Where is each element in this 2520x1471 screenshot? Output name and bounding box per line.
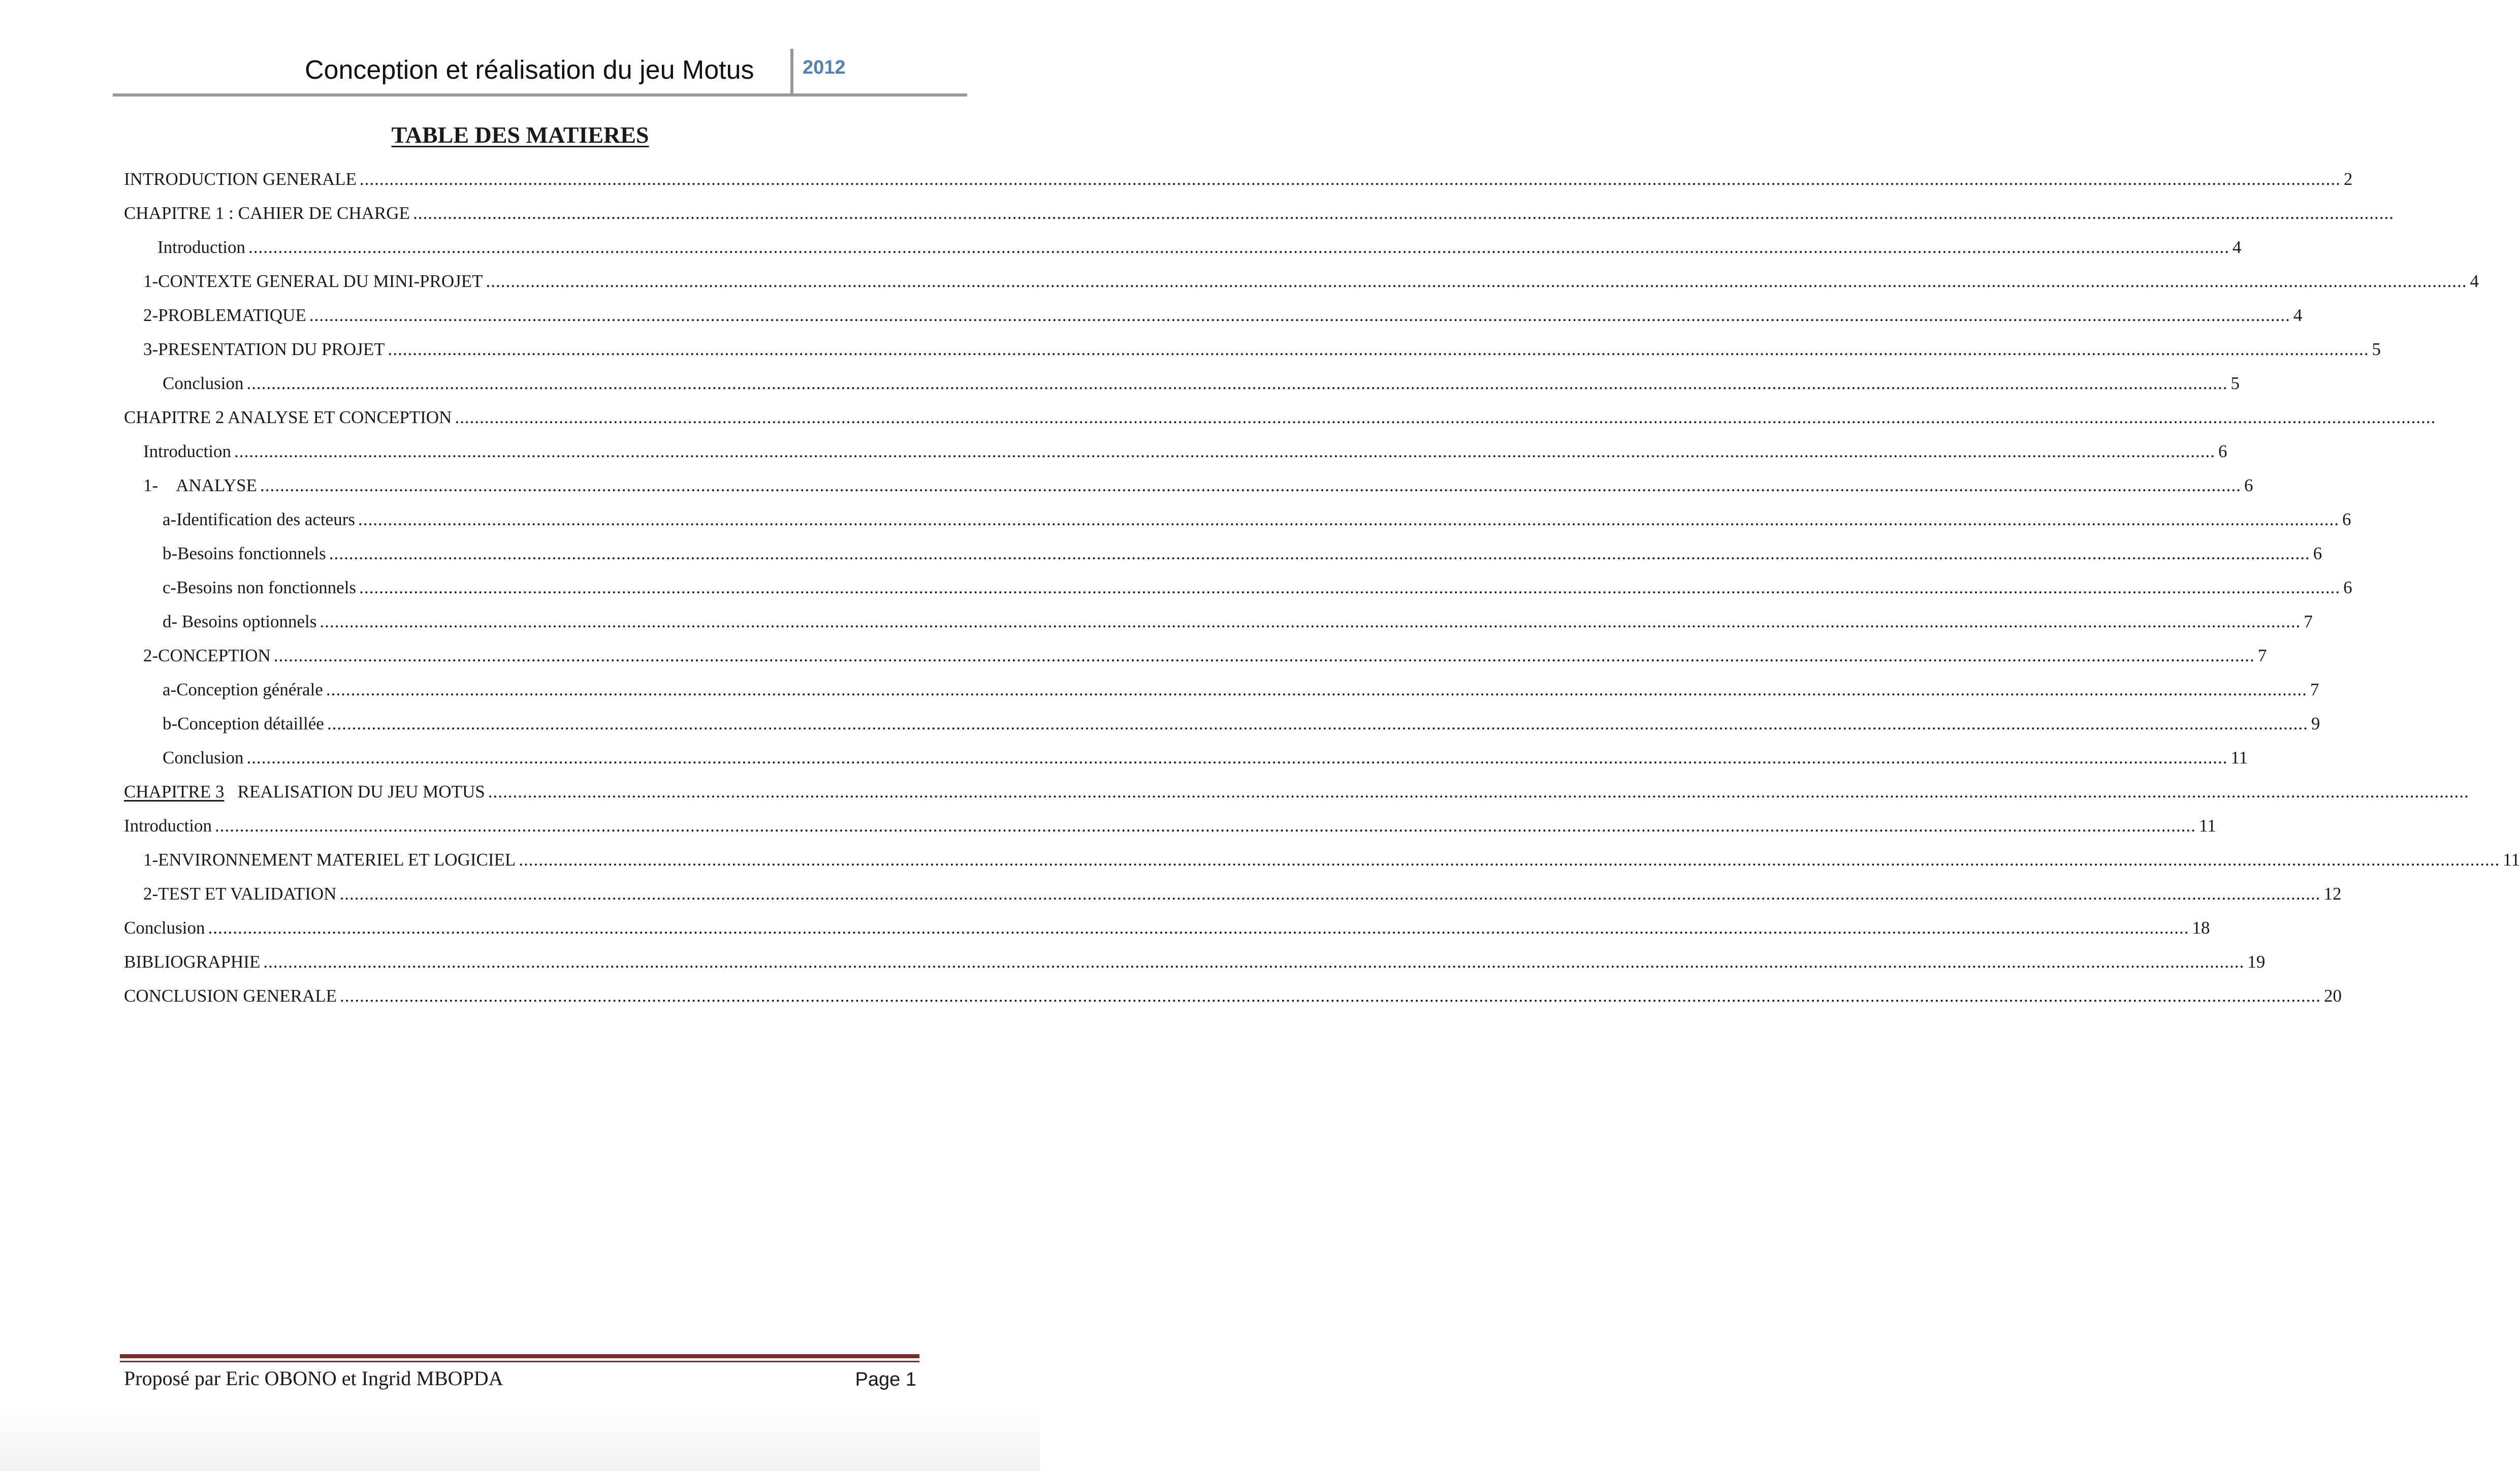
toc-leader-dots: ................................................................................................................................................................................................................................................................................................................................................................................................................ — [263, 952, 2245, 972]
toc-entry-label: CHAPITRE 1 : CAHIER DE CHARGE — [124, 203, 410, 223]
toc-entry[interactable] — [163, 609, 2313, 634]
toc-entry[interactable] — [143, 881, 2342, 907]
toc-leader-dots: ................................................................................................................................................................................................................................................................................................................................................................................................................ — [260, 475, 2241, 495]
toc-leader-dots: ................................................................................................................................................................................................................................................................................................................................................................................................................ — [339, 884, 2321, 904]
toc-entry-label: Conclusion — [163, 373, 244, 393]
toc-entry-label: BIBLIOGRAPHIE — [124, 952, 261, 972]
page-bottom-shade — [0, 1402, 1040, 1471]
toc-entry-page: 4 — [2293, 305, 2303, 325]
toc-leader-dots: ................................................................................................................................................................................................................................................................................................................................................................................................................ — [215, 816, 2196, 836]
footer-rule — [120, 1354, 919, 1358]
toc-entry-label: a-Conception générale — [163, 680, 323, 699]
toc-entry[interactable] — [143, 643, 2267, 668]
toc-entry-page: 9 — [2311, 714, 2320, 733]
toc-entry-label: 2-TEST ET VALIDATION — [143, 884, 337, 904]
document-header-title: Conception et réalisation du jeu Motus — [305, 55, 754, 85]
toc-entry[interactable] — [163, 677, 2319, 702]
toc-entry[interactable] — [163, 371, 2240, 396]
toc-entry-page: 7 — [2310, 680, 2319, 699]
toc-entry-label: 2-CONCEPTION — [143, 646, 271, 665]
toc-entry[interactable] — [124, 983, 2342, 1009]
toc-chapter-link[interactable]: CHAPITRE 3 — [124, 782, 225, 802]
toc-entry-page: 11 — [2503, 850, 2520, 870]
toc-entry-page: 20 — [2324, 986, 2342, 1006]
toc-entry-label: 1-ENVIRONNEMENT MATERIEL ET LOGICIEL — [143, 850, 516, 870]
toc-entry-label: c-Besoins non fonctionnels — [163, 578, 357, 597]
toc-entry-page: 4 — [2232, 237, 2242, 257]
toc-entry-page: 6 — [2343, 578, 2352, 597]
toc-entry-page: 12 — [2323, 884, 2342, 904]
toc-entry[interactable] — [124, 915, 2210, 941]
toc-entry-label: d- Besoins optionnels — [163, 612, 317, 631]
toc-entry-label: Conclusion — [163, 748, 244, 768]
toc-entry[interactable] — [124, 949, 2266, 975]
toc-entry[interactable] — [157, 235, 2242, 260]
toc-entry-label: 3-PRESENTATION DU PROJET — [143, 339, 385, 359]
toc-entry[interactable] — [143, 303, 2303, 328]
toc-leader-dots: ................................................................................................................................................................................................................................................................................................................................................................................................................ — [455, 407, 2436, 427]
toc-entry[interactable] — [143, 847, 2520, 873]
toc-leader-dots: ................................................................................................................................................................................................................................................................................................................................................................................................................ — [273, 646, 2255, 665]
toc-entry-label: Introduction — [157, 237, 246, 257]
toc-leader-dots: ................................................................................................................................................................................................................................................................................................................................................................................................................ — [320, 612, 2301, 631]
toc-leader-dots: ................................................................................................................................................................................................................................................................................................................................................................................................................ — [309, 305, 2290, 325]
toc-entry[interactable] — [163, 541, 2322, 566]
toc-leader-dots: ................................................................................................................................................................................................................................................................................................................................................................................................................ — [412, 203, 2394, 223]
toc-entry-label: 2-PROBLEMATIQUE — [143, 305, 306, 325]
footer-rule-thin — [120, 1361, 919, 1362]
toc-entry[interactable] — [143, 269, 2479, 294]
toc-entry-page: 5 — [2372, 339, 2381, 359]
toc-leader-dots: ................................................................................................................................................................................................................................................................................................................................................................................................................ — [359, 578, 2341, 597]
header-rule — [113, 93, 967, 97]
toc-entry-page: 6 — [2313, 543, 2322, 563]
toc-leader-dots: ................................................................................................................................................................................................................................................................................................................................................................................................................ — [388, 339, 2369, 359]
toc-entry-page: 7 — [2304, 612, 2313, 631]
toc-leader-dots: ................................................................................................................................................................................................................................................................................................................................................................................................................ — [326, 680, 2307, 699]
footer-page-number: Page 1 — [855, 1369, 916, 1390]
toc-entry-label: b-Besoins fonctionnels — [163, 543, 326, 563]
toc-title — [0, 120, 1040, 150]
toc-leader-dots: ................................................................................................................................................................................................................................................................................................................................................................................................................ — [488, 782, 2469, 802]
toc-leader-dots: ................................................................................................................................................................................................................................................................................................................................................................................................................ — [359, 169, 2341, 189]
toc-entry-page: 4 — [2470, 271, 2479, 291]
toc-entry-label: 1-CONTEXTE GENERAL DU MINI-PROJET — [143, 271, 483, 291]
toc-entry[interactable] — [124, 405, 2436, 430]
header-divider — [790, 49, 793, 94]
toc-entry-page: 6 — [2342, 509, 2351, 529]
toc-leader-dots: ................................................................................................................................................................................................................................................................................................................................................................................................................ — [486, 271, 2467, 291]
toc-entry[interactable] — [163, 745, 2248, 771]
toc-leader-dots: ................................................................................................................................................................................................................................................................................................................................................................................................................ — [329, 543, 2310, 563]
toc-entry-page: 11 — [2199, 816, 2216, 836]
toc-entry-page: 18 — [2192, 918, 2210, 938]
toc-leader-dots: ................................................................................................................................................................................................................................................................................................................................................................................................................ — [340, 986, 2321, 1006]
toc-entry-page: 19 — [2247, 952, 2266, 972]
toc-leader-dots: ................................................................................................................................................................................................................................................................................................................................................................................................................ — [358, 509, 2339, 529]
toc-entry-label-group — [124, 779, 485, 805]
toc-entry-page: 11 — [2230, 748, 2248, 768]
toc-entry-label: CONCLUSION GENERALE — [124, 986, 337, 1006]
toc-entry-page: 6 — [2244, 475, 2253, 495]
toc-leader-dots: ................................................................................................................................................................................................................................................................................................................................................................................................................ — [246, 748, 2228, 768]
toc-entry[interactable] — [163, 711, 2320, 737]
toc-leader-dots: ................................................................................................................................................................................................................................................................................................................................................................................................................ — [208, 918, 2189, 938]
toc-entry[interactable] — [124, 201, 2394, 226]
toc-entry[interactable] — [124, 813, 2216, 839]
toc-entry-label: INTRODUCTION GENERALE — [124, 169, 357, 189]
toc-leader-dots: ................................................................................................................................................................................................................................................................................................................................................................................................................ — [234, 441, 2216, 461]
toc-entry-page: 7 — [2257, 646, 2267, 665]
toc-entry[interactable] — [143, 473, 2253, 498]
toc-entry-label: 1- ANALYSE — [143, 475, 257, 495]
header-year: 2012 — [803, 57, 846, 78]
toc-leader-dots: ................................................................................................................................................................................................................................................................................................................................................................................................................ — [246, 373, 2228, 393]
footer-authors: Proposé par Eric OBONO et Ingrid MBOPDA — [124, 1367, 503, 1390]
toc-entry-label: b-Conception détaillée — [163, 714, 324, 733]
toc-entry[interactable] — [143, 439, 2227, 464]
toc-leader-dots: ................................................................................................................................................................................................................................................................................................................................................................................................................ — [248, 237, 2230, 257]
toc-leader-dots: ................................................................................................................................................................................................................................................................................................................................................................................................................ — [519, 850, 2500, 870]
toc-entry-label: CHAPITRE 2 ANALYSE ET CONCEPTION — [124, 407, 452, 427]
toc-entry[interactable] — [124, 167, 2353, 192]
toc-entry[interactable] — [124, 779, 2469, 805]
toc-entry-label: Introduction — [143, 441, 232, 461]
toc-leader-dots: ................................................................................................................................................................................................................................................................................................................................................................................................................ — [327, 714, 2308, 733]
toc-entry-label: REALISATION DU JEU MOTUS — [224, 782, 485, 802]
toc-entry-label: a-Identification des acteurs — [163, 509, 355, 529]
toc-entry[interactable] — [163, 575, 2352, 600]
toc-entry-label: Conclusion — [124, 918, 205, 938]
toc-entry-page: 5 — [2230, 373, 2240, 393]
toc-entry[interactable] — [163, 507, 2351, 532]
toc-entry-label: Introduction — [124, 816, 212, 836]
toc-title-text: TABLE DES MATIERES — [391, 122, 649, 148]
toc-entry-page: 2 — [2343, 169, 2353, 189]
toc-entry-page: 6 — [2218, 441, 2227, 461]
toc-entry[interactable] — [143, 337, 2381, 362]
